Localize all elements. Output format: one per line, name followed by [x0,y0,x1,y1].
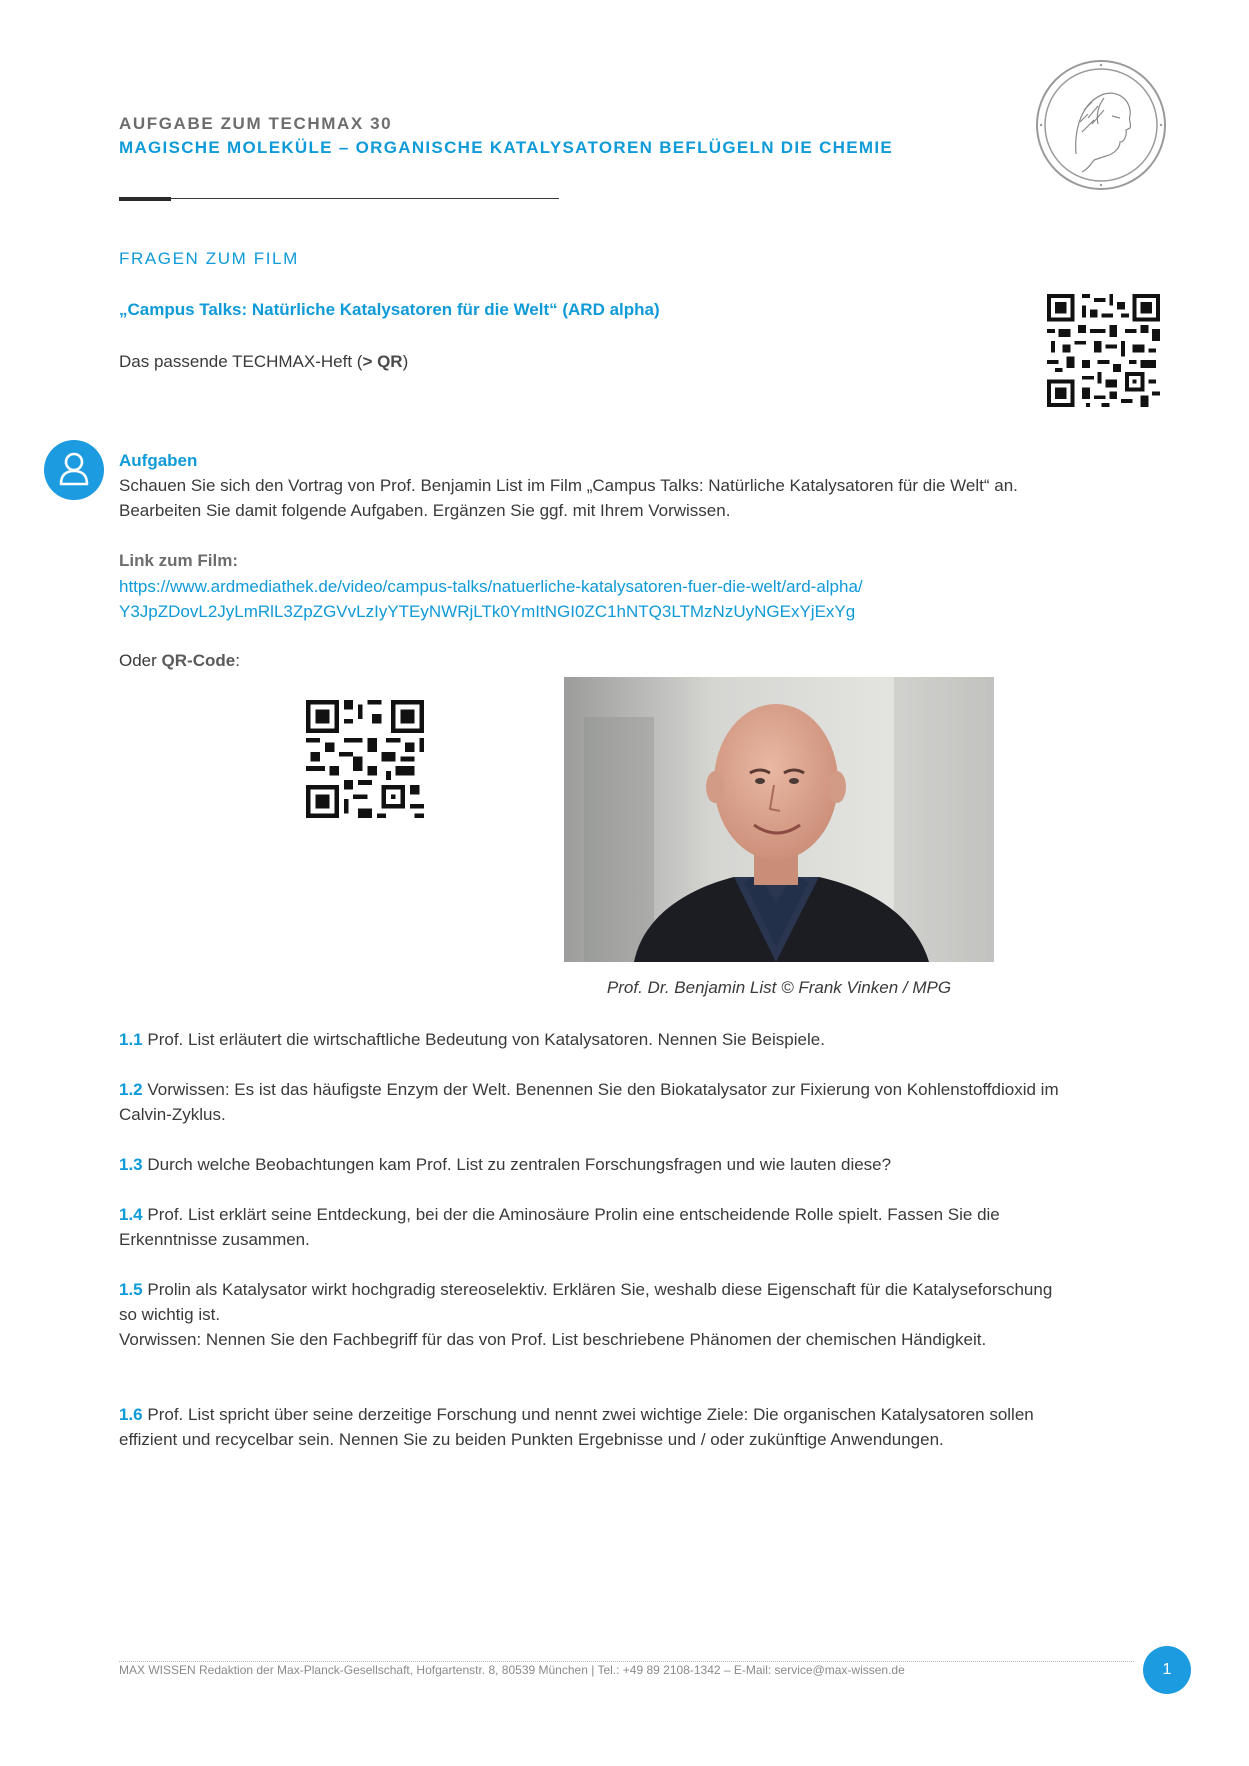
question-number: 1.6 [119,1405,143,1424]
page-number: 1 [1143,1646,1191,1694]
question-1-5 [119,1277,1059,1352]
question-number: 1.2 [119,1080,143,1099]
question-number: 1.3 [119,1155,143,1174]
document-headline: MAGISCHE MOLEKÜLE – ORGANISCHE KATALYSATOREN BEFLÜGELN DIE CHEMIE [119,138,893,157]
film-qr-code-icon[interactable] [306,700,424,818]
header-divider [119,198,559,199]
question-1-4 [119,1202,1059,1252]
film-link-label: Link zum Film: [119,551,238,570]
tasks-intro: Schauen Sie sich den Vortrag von Prof. Benjamin List im Film „Campus Talks: Natürliche Katalysatoren für die Welt“ an. Bearbeiten Sie damit folgende Aufgaben. Ergänzen Sie ggf. mit Ihrem Vorwissen. [119,476,1018,520]
tasks-heading: Aufgaben [119,451,198,470]
question-text: Vorwissen: Es ist das häufigste Enzym der Welt. Benennen Sie den Biokatalysator zur Fixierung von Kohlenstoffdioxid im Calvin-Zyklus. [119,1080,1059,1124]
qr-label-bold: QR-Code [161,651,236,670]
question-1-2 [119,1077,1059,1127]
question-number: 1.1 [119,1030,143,1049]
question-number: 1.5 [119,1280,143,1299]
heft-qr-ref: > QR [362,352,403,371]
portrait-photo [564,677,994,962]
question-extra: Vorwissen: Nennen Sie den Fachbegriff für das von Prof. List beschriebene Phänomen der chemischen Händigkeit. [119,1330,987,1349]
question-text: Prolin als Katalysator wirkt hochgradig stereoselektiv. Erklären Sie, weshalb diese Eigenschaft für die Katalyseforschung so wichtig ist. [119,1280,1053,1324]
minerva-seal-icon [1034,58,1168,192]
footer-text: MAX WISSEN Redaktion der Max-Planck-Gesellschaft, Hofgartenstr. 8, 80539 München | Tel.: +49 89 2108-1342 – E-Mail: service@max-wissen.de [119,1663,905,1677]
heft-close: ) [402,352,409,371]
question-text: Prof. List erklärt seine Entdeckung, bei der die Aminosäure Prolin eine entscheidende Rolle spielt. Fassen Sie die Erkenntnisse zusammen. [119,1205,1000,1249]
question-1-3 [119,1152,1059,1177]
section-title: FRAGEN ZUM FILM [119,249,299,268]
question-1-6 [119,1402,1059,1452]
qr-code-icon[interactable] [1047,294,1160,407]
film-link-line-1[interactable]: https://www.ardmediathek.de/video/campus-talks/natuerliche-katalysatoren-fuer-die-welt/ard-alpha/ [119,577,863,596]
header-divider-accent [119,197,171,201]
user-icon [44,440,104,500]
question-1-1 [119,1027,1059,1052]
footer-divider [119,1661,1134,1662]
question-text: Durch welche Beobachtungen kam Prof. List zu zentralen Forschungsfragen und wie lauten diese? [147,1155,892,1174]
question-number: 1.4 [119,1205,143,1224]
qr-label-prefix: Oder [119,651,162,670]
photo-caption: Prof. Dr. Benjamin List © Frank Vinken / MPG [606,978,952,997]
document-kicker: AUFGABE ZUM TECHMAX 30 [119,114,393,133]
heft-reference [119,352,408,372]
qr-code-label [119,651,240,671]
question-text: Prof. List erläutert die wirtschaftliche Bedeutung von Katalysatoren. Nennen Sie Beispiele. [147,1030,825,1049]
film-link[interactable] [119,574,1119,624]
qr-label-suffix: : [235,651,240,670]
film-title: „Campus Talks: Natürliche Katalysatoren für die Welt“ (ARD alpha) [119,300,660,319]
heft-text: Das passende TECHMAX-Heft ( [119,352,363,371]
question-text: Prof. List spricht über seine derzeitige Forschung und nennt zwei wichtige Ziele: Die organischen Katalysatoren sollen effizient und recycelbar sein. Nennen Sie zu beiden Punkten Ergebnisse und / oder zukünftige Anwendungen. [119,1405,1034,1449]
film-link-line-2[interactable]: Y3JpZDovL2JyLmRlL3ZpZGVvLzIyYTEyNWRjLTk0YmItNGI0ZC1hNTQ3LTMzNzUyNGExYjExYg [119,602,856,621]
